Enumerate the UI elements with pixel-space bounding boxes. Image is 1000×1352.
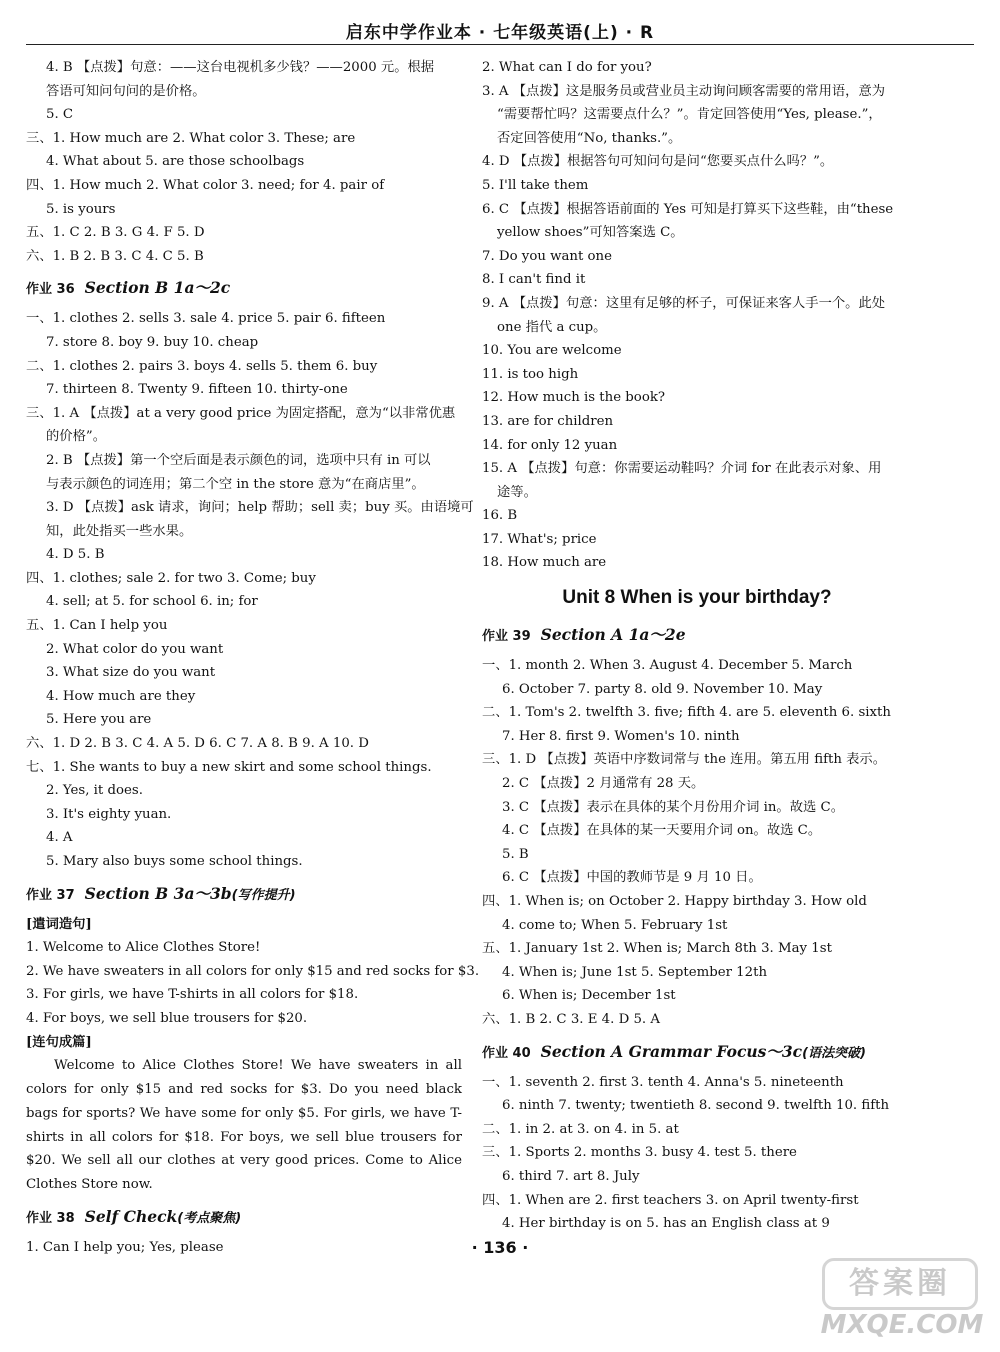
answer-list (482, 654, 912, 1032)
answer-line: 2. What color do you want (46, 641, 224, 657)
answer-line: 7. Do you want one (482, 248, 612, 264)
answer-line: 4. How much are they (46, 688, 196, 704)
answer-line: 四、1. clothes; sale 2. for two 3. Come; buy (26, 570, 316, 586)
answer-line: 4. B 【点拨】句意：——这台电视机多少钱？——2000 元。根据 (46, 60, 435, 75)
homework-label: 作业 36 (26, 282, 75, 298)
answer-line: 5. B (502, 846, 529, 862)
page-header: 启东中学作业本 · 七年级英语(上) · R (345, 23, 655, 43)
answer-line: 一、1. clothes 2. sells 3. sale 4. price 5. pair 6. fifteen (26, 311, 386, 327)
answer-line: one 指代 a cup。 (497, 319, 607, 335)
answer-line: 12. How much is the book? (482, 390, 666, 406)
watermark (814, 1254, 988, 1346)
answer-line: 18. How much are (482, 555, 607, 571)
unit-title: Unit 8 When is your birthday? (562, 587, 832, 609)
header-rule (26, 44, 974, 45)
answer-line: 5. is yours (46, 201, 116, 217)
answer-line: 六、1. B 2. B 3. C 4. C 5. B (26, 248, 204, 264)
section-heading (26, 274, 462, 303)
subheading: [连句成篇] (26, 1034, 92, 1050)
answer-line: 2. Yes, it does. (46, 783, 143, 799)
answer-line: 15. A 【点拨】句意：你需要运动鞋吗？介词 for 在此表示对象、用 (482, 461, 882, 477)
answer-line: 4. sell; at 5. for school 6. in; for (46, 594, 258, 610)
answer-line: 否定回答使用“No, thanks.”。 (497, 130, 682, 146)
answer-line: 5. I'll take them (482, 177, 589, 193)
answer-line: 7. Her 8. first 9. Women's 10. ninth (502, 728, 740, 744)
section-heading (482, 1038, 912, 1067)
answer-line: yellow shoes”可知答案选 C。 (497, 225, 684, 241)
answer-line: 七、1. She wants to buy a new skirt and some school things. (26, 759, 432, 775)
answer-line: 5. C (46, 107, 74, 123)
section-heading (26, 1203, 462, 1232)
section-title: Section A 1a～2e (540, 625, 686, 645)
answer-line: 4. A (46, 830, 73, 846)
answer-line: 二、1. Tom's 2. twelfth 3. five; fifth 4. are 5. eleventh 6. sixth (482, 705, 891, 721)
answer-line: 3. It's eighty yuan. (46, 806, 172, 822)
answer-line: 一、1. seventh 2. first 3. tenth 4. Anna's 5. nineteenth (482, 1074, 844, 1090)
answer-line: 14. for only 12 yuan (482, 437, 618, 453)
homework-label: 作业 38 (26, 1210, 75, 1226)
section-title: Section B 3a～3b (84, 883, 232, 903)
section-title: Self Check (84, 1206, 178, 1226)
answer-line: 五、1. Can I help you (26, 618, 168, 634)
homework-label: 作业 40 (482, 1045, 531, 1061)
answer-list (482, 56, 912, 575)
answer-line: 二、1. clothes 2. pairs 3. boys 4. sells 5. them 6. buy (26, 358, 378, 374)
answer-line: 8. I can't find it (482, 272, 586, 288)
answer-line: 三、1. How much are 2. What color 3. These; are (26, 130, 356, 146)
answer-line: 2. C 【点拨】2 月通常有 28 天。 (502, 776, 705, 792)
answer-line: 四、1. When is; on October 2. Happy birthday 3. How old (482, 894, 867, 909)
answer-line: 3. D 【点拨】ask 请求，询问；help 帮助；sell 卖；buy 买。由语境可 (46, 500, 474, 516)
answer-line: 6. When is; December 1st (502, 988, 676, 1004)
answer-list (26, 936, 480, 1030)
answer-line: 11. is too high (482, 366, 579, 382)
answer-line: 3. C 【点拨】表示在具体的某个月份用介词 in。故选 C。 (502, 799, 844, 815)
answer-line: 4. come to; When 5. February 1st (502, 917, 728, 933)
answer-line: 四、1. When are 2. first teachers 3. on April twenty-first (482, 1192, 859, 1208)
answer-line: 五、1. January 1st 2. When is; March 8th 3. May 1st (482, 941, 832, 957)
answer-line: “需要帮忙吗？这需要点什么？”。肯定回答使用“Yes, please.”， (497, 107, 882, 123)
answer-line: 7. store 8. boy 9. buy 10. cheap (46, 334, 259, 350)
answer-line: 4. When is; June 1st 5. September 12th (502, 964, 768, 980)
answer-line: 五、1. C 2. B 3. G 4. F 5. D (26, 225, 205, 241)
answer-line: 途等。 (497, 484, 537, 500)
answer-line: 2. What can I do for you? (482, 60, 652, 75)
answer-line: 3. For girls, we have T-shirts in all colors for $18. (26, 987, 359, 1003)
answer-line: 10. You are welcome (482, 343, 622, 359)
subheading: [遣词造句] (26, 916, 92, 932)
section-title: Section A Grammar Focus～3c (540, 1041, 803, 1061)
answer-line: 7. thirteen 8. Twenty 9. fifteen 10. thirty-one (46, 382, 348, 398)
answer-line: 5. Here you are (46, 712, 152, 728)
answer-line: 1. Welcome to Alice Clothes Store! (26, 940, 261, 956)
homework-label: 作业 39 (482, 629, 531, 645)
section-note: (写作提升) (231, 887, 296, 903)
answer-line: 4. Her birthday is on 5. has an English class at 9 (502, 1216, 830, 1232)
answer-line: 3. What size do you want (46, 665, 216, 681)
answer-line: 六、1. D 2. B 3. C 4. A 5. D 6. C 7. A 8. B 9. A 10. D (26, 736, 369, 752)
answer-line: 6. C 【点拨】中国的教师节是 9 月 10 日。 (502, 870, 762, 886)
answer-line: 六、1. B 2. C 3. E 4. D 5. A (482, 1011, 660, 1027)
answer-list (26, 56, 462, 268)
answer-line: 知，此处指买一些水果。 (46, 523, 193, 539)
answer-line: 4. C 【点拨】在具体的某一天要用介词 on。故选 C。 (502, 823, 822, 839)
section-note: (考点聚焦) (177, 1210, 242, 1226)
composition-paragraph: Welcome to Alice Clothes Store! We have sweaters in all colors for only $15 and red socks for $3. Do you need black bags for sports? We have some for only $5. For girls, we have T-shirts in all colors for $18. For boys, we sell blue trousers for $20. We sell all our clothes at very good prices. Come to Alice Clothes Store now. (26, 1058, 462, 1193)
section-heading (26, 880, 462, 909)
right-column (482, 56, 912, 1236)
answer-line: 4. For boys, we sell blue trousers for $20. (26, 1010, 308, 1026)
answer-line: 4. D 5. B (46, 547, 105, 563)
left-column (26, 56, 480, 1260)
answer-line: 一、1. month 2. When 3. August 4. December 5. March (482, 658, 853, 674)
answer-line: 16. B (482, 508, 518, 524)
answer-line: 1. Can I help you; Yes, please (26, 1239, 224, 1255)
watermark-url: MXQE.COM (820, 1310, 984, 1340)
answer-line: 6. C 【点拨】根据答语前面的 Yes 可知是打算买下这些鞋，由“these (482, 201, 894, 217)
answer-line: 三、1. A 【点拨】at a very good price 为固定搭配，意为“以非常优惠 (26, 405, 456, 421)
answer-line: 4. What about 5. are those schoolbags (46, 154, 305, 170)
answer-list (482, 1071, 912, 1236)
answer-line: 的价格”。 (46, 429, 106, 445)
page-number: · 136 · (471, 1238, 529, 1257)
answer-line: 与表示颜色的词连用；第二个空 in the store 意为“在商店里”。 (46, 476, 425, 492)
homework-label: 作业 37 (26, 887, 75, 903)
answer-line: 答语可知问句问的是价格。 (46, 83, 206, 99)
section-title: Section B 1a～2c (84, 278, 231, 298)
answer-line: 三、1. D 【点拨】英语中序数词常与 the 连用。第五用 fifth 表示。 (482, 752, 887, 768)
answer-list (26, 307, 474, 873)
section-note: (语法突破) (802, 1045, 866, 1061)
answer-line: 6. third 7. art 8. July (502, 1168, 640, 1184)
answer-line: 9. A 【点拨】句意：这里有足够的杯子，可保证来客人手一个。此处 (482, 295, 886, 311)
answer-line: 6. ninth 7. twenty; twentieth 8. second 9. twelfth 10. fifth (502, 1098, 890, 1114)
watermark-logo: 答案圈 (822, 1258, 978, 1310)
answer-line: 3. A 【点拨】这是服务员或营业员主动询问顾客需要的常用语，意为 (482, 83, 886, 99)
answer-line: 4. D 【点拨】根据答句可知问句是问“您要买点什么吗？”。 (482, 154, 834, 170)
section-heading (482, 621, 912, 650)
answer-line: 2. We have sweaters in all colors for only $15 and red socks for $3. (26, 963, 480, 979)
answer-line: 二、1. in 2. at 3. on 4. in 5. at (482, 1121, 679, 1137)
answer-line: 17. What's; price (482, 531, 597, 547)
answer-line: 四、1. How much 2. What color 3. need; for 4. pair of (26, 177, 385, 193)
answer-line: 三、1. Sports 2. months 3. busy 4. test 5. there (482, 1145, 797, 1161)
answer-line: 2. B 【点拨】第一个空后面是表示颜色的词，选项中只有 in 可以 (46, 452, 431, 468)
answer-line: 5. Mary also buys some school things. (46, 854, 303, 869)
answer-line: 6. October 7. party 8. old 9. November 10. May (502, 681, 823, 697)
answer-line: 13. are for children (482, 413, 614, 429)
